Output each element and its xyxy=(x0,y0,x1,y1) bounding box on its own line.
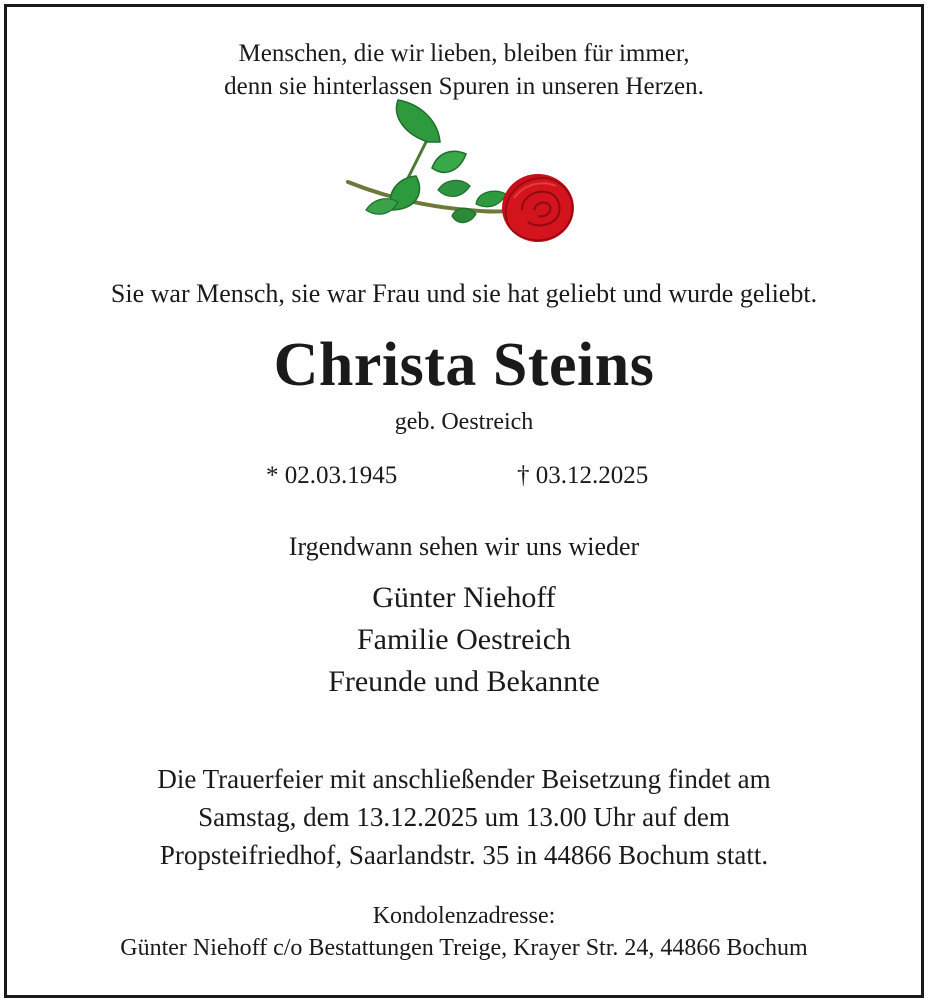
red-rose-icon xyxy=(338,98,582,252)
farewell-line: Irgendwann sehen wir uns wieder xyxy=(288,532,640,561)
rose-leaf xyxy=(366,199,398,214)
birth-name: geb. Oestreich xyxy=(394,409,534,435)
mourner-name: Günter Niehoff xyxy=(372,581,556,614)
rose-leaf xyxy=(438,180,470,196)
funeral-info-line-3: Propsteifriedhof, Saarlandstr. 35 in 44866 Bochum statt. xyxy=(159,840,769,870)
tagline: Sie war Mensch, sie war Frau und sie hat geliebt und wurde geliebt. xyxy=(110,279,818,308)
condolence-label: Kondolenzadresse: xyxy=(372,903,556,929)
funeral-info-line-1: Die Trauerfeier mit anschließender Beisetzung findet am xyxy=(157,764,771,794)
funeral-info-line-2: Samstag, dem 13.12.2025 um 13.00 Uhr auf dem xyxy=(198,802,730,832)
death-date: † 03.12.2025 xyxy=(517,462,649,489)
birth-date: * 02.03.1945 xyxy=(266,462,398,489)
condolence-address: Günter Niehoff c/o Bestattungen Treige, Krayer Str. 24, 44866 Bochum xyxy=(120,935,808,961)
quote-line-2: denn sie hinterlassen Spuren in unseren Herzen. xyxy=(224,73,704,100)
rose-leaf xyxy=(476,191,506,207)
mourner-name: Freunde und Bekannte xyxy=(328,665,600,698)
rose-leaf xyxy=(396,100,440,142)
rose-leaf xyxy=(452,208,476,222)
quote-line-1: Menschen, die wir lieben, bleiben für immer, xyxy=(238,40,690,67)
rose-leaf xyxy=(432,151,466,172)
mourner-name: Familie Oestreich xyxy=(356,623,572,656)
deceased-name: Christa Steins xyxy=(273,331,655,399)
